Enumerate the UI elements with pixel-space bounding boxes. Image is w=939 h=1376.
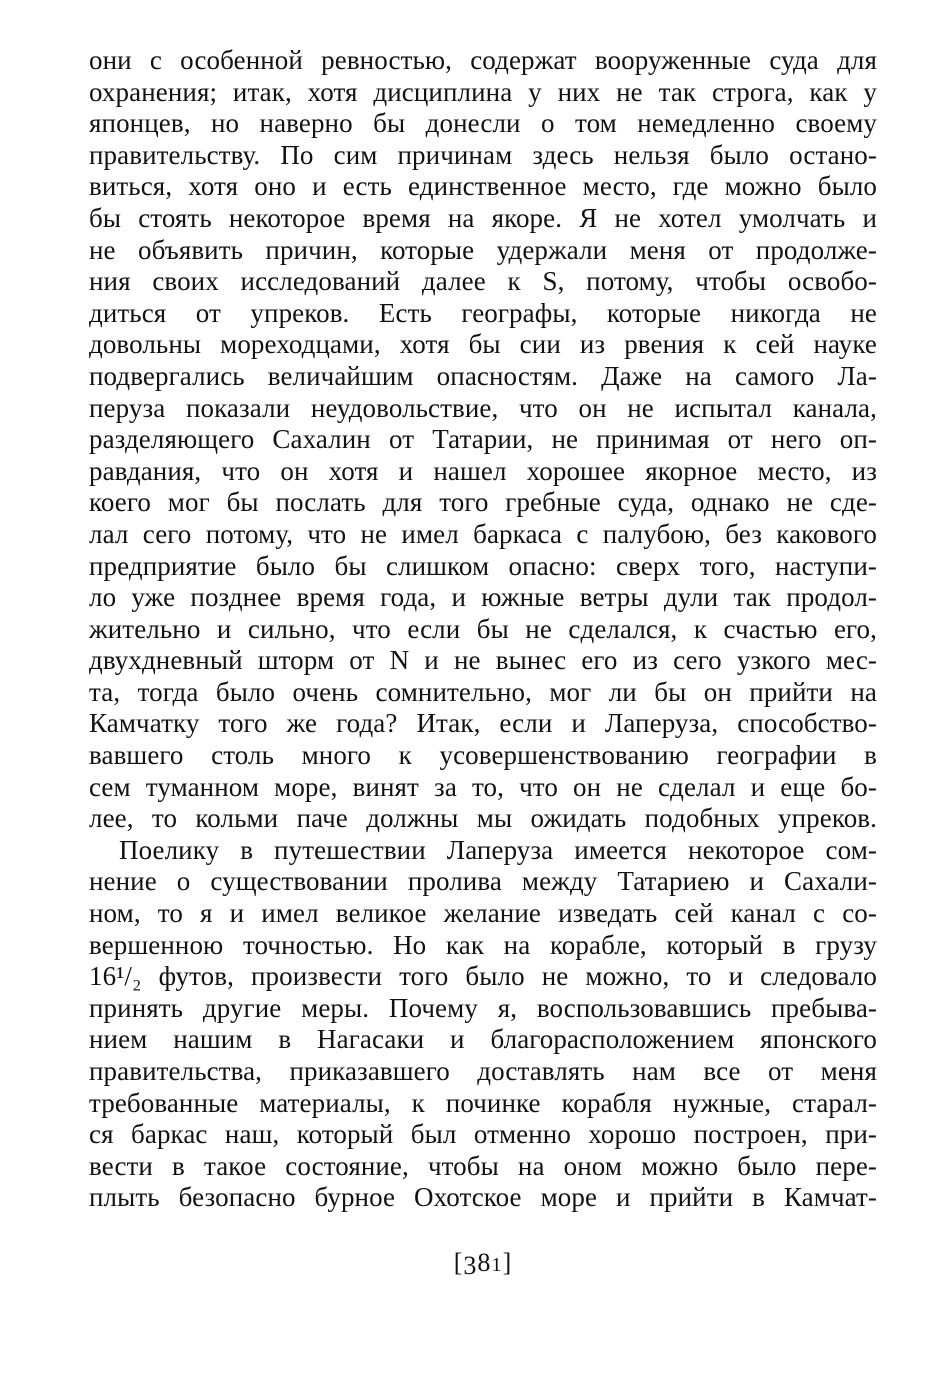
text-line: вершенною точностью. Но как на корабле, который в грузу bbox=[89, 929, 877, 960]
text-line: плыть безопасно бурное Охотское море и прийти в Камчат- bbox=[89, 1182, 877, 1213]
text-line: принять другие меры. Почему я, воспользовавшись пребыва- bbox=[89, 992, 877, 1023]
text-line: жительно и сильно, что если бы не сделался, к счастью его, bbox=[89, 613, 877, 644]
text-line: вавшего столь много к усовершенствованию географии в bbox=[89, 740, 877, 771]
page-footer bbox=[89, 1248, 877, 1281]
text-line: лал сего потому, что не имел баркаса с палубою, без какового bbox=[89, 518, 877, 549]
text-line: ном, то я и имел великое желание изведать сей канал с со- bbox=[89, 898, 877, 929]
text-line: коего мог бы послать для того гребные суда, однако не сде- bbox=[89, 487, 877, 518]
text-line: лее, то кольми паче должны мы ожидать подобных упреков. bbox=[89, 803, 877, 834]
text-line: диться от упреков. Есть географы, которые никогда не bbox=[89, 297, 877, 328]
text-line: бы стоять некоторое время на якоре. Я не хотел умолчать и bbox=[89, 202, 877, 233]
text-line: вести в такое состояние, чтобы на оном можно было пере- bbox=[89, 1150, 877, 1181]
text-line: правительству. По сим причинам здесь нельзя было остано- bbox=[89, 139, 877, 170]
text-line: правительства, приказавшего доставлять нам все от меня bbox=[89, 1056, 877, 1086]
text-line: не объявить причин, которые удержали меня от продолже- bbox=[89, 234, 877, 265]
text-line: они с особенной ревностью, содержат вооруженные суда для bbox=[89, 45, 877, 75]
text-line: виться, хотя оно и есть единственное место, где можно было bbox=[89, 171, 877, 202]
text-line: разделяющего Сахалин от Татарии, не принимая от него оп- bbox=[89, 424, 877, 455]
text-line: подвергались величайшим опасностям. Даже на самого Ла- bbox=[89, 360, 877, 391]
text-line: Камчатку того же года? Итак, если и Лаперуза, способство- bbox=[89, 708, 877, 739]
text-line: японцев, но наверно бы донесли о том немедленно своему bbox=[89, 108, 877, 139]
text-line: нение о существовании пролива между Татариею и Сахали- bbox=[89, 866, 877, 897]
page-number: [381] bbox=[453, 1248, 513, 1281]
text-line: та, тогда было очень сомнительно, мог ли бы он прийти на bbox=[89, 676, 877, 707]
text-line: сем туманном море, винят за то, что он не сделал и еще бо- bbox=[89, 771, 877, 802]
text-line: двухдневный шторм от N и не вынес его из сего узкого мес- bbox=[89, 645, 877, 676]
text-line: предприятие было бы слишком опасно: сверх того, наступи- bbox=[89, 550, 877, 581]
text-line: 16¹/₂ футов, произвести того было не можно, то и следовало bbox=[89, 961, 877, 992]
text-line: перуза показали неудовольствие, что он не испытал канала, bbox=[89, 392, 877, 423]
body-text bbox=[89, 45, 877, 1214]
text-line: Поелику в путешествии Лаперуза имеется некоторое сом- bbox=[119, 834, 877, 865]
text-line: нием нашим в Нагасаки и благорасположением японского bbox=[89, 1024, 877, 1055]
text-line: требованные материалы, к починке корабля нужные, старал- bbox=[89, 1087, 877, 1118]
text-line: равдания, что он хотя и нашел хорошее якорное место, из bbox=[89, 455, 877, 486]
text-line: ния своих исследований далее к S, потому, чтобы освобо- bbox=[89, 266, 877, 297]
text-line: ся баркас наш, который был отменно хорошо построен, при- bbox=[89, 1119, 877, 1150]
text-line: ло уже позднее время года, и южные ветры дули так продол- bbox=[89, 582, 877, 613]
text-line: охранения; итак, хотя дисциплина у них не так строга, как у bbox=[89, 76, 877, 107]
text-line: довольны мореходцами, хотя бы сии из рвения к сей науке bbox=[89, 329, 877, 360]
